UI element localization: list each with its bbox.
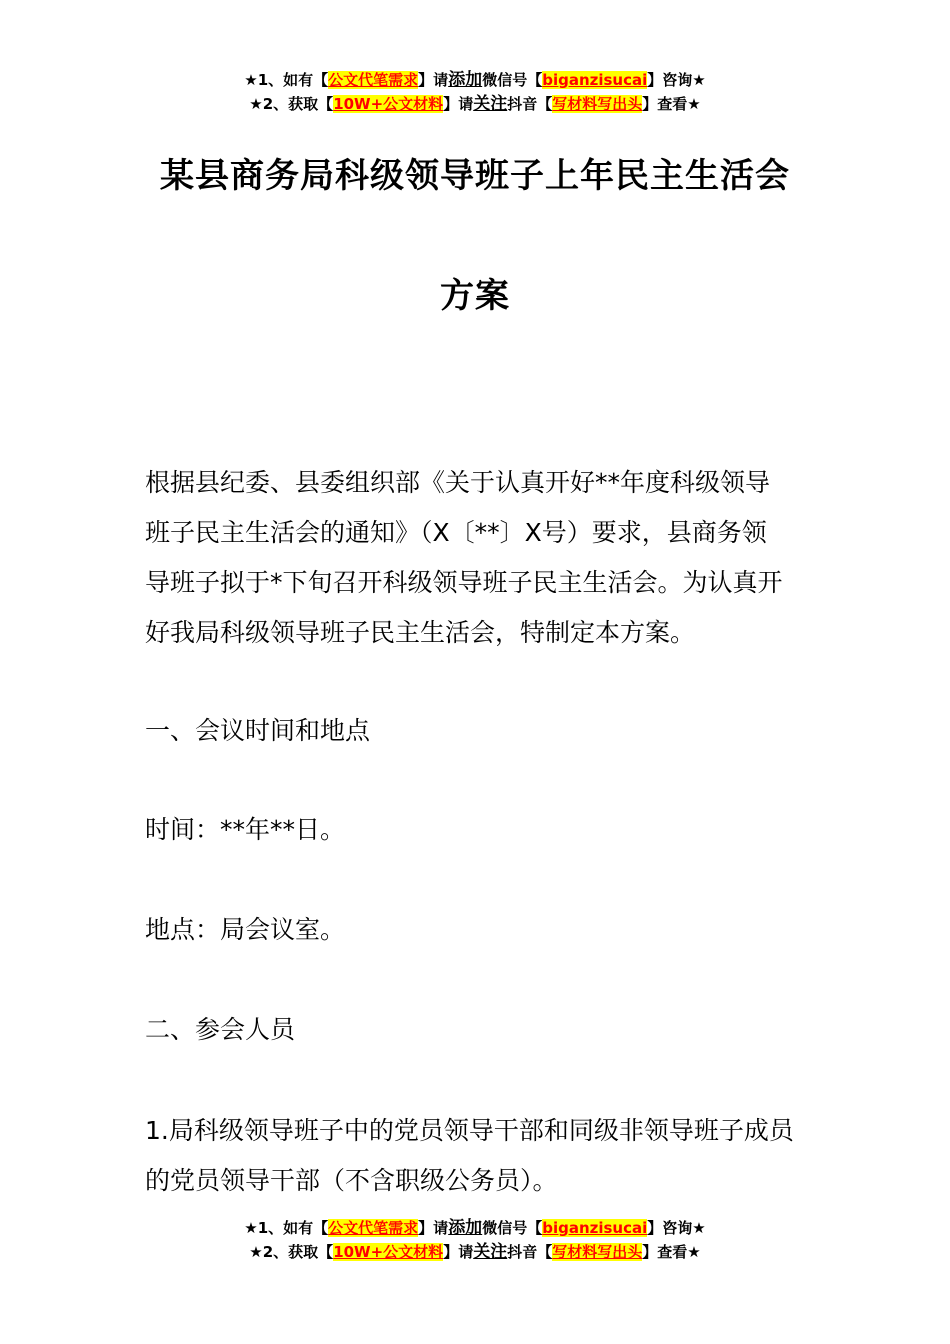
- highlight-materials: 10W+公文材料: [333, 1243, 444, 1261]
- meeting-time: 时间：**年**日。: [145, 815, 346, 844]
- attendees-item-1: 1.局科级领导班子中的党员领导干部和同级非领导班子成员 的党员领导干部（不含职级公务员）。: [145, 1116, 794, 1195]
- banner-line-1: ★1、如有【公文代笔需求】请添加微信号【biganzisucai】咨询★: [244, 1218, 706, 1238]
- banner-line-1: ★1、如有【公文代笔需求】请添加微信号【biganzisucai】咨询★: [244, 70, 706, 90]
- highlight-wechat-id: biganzisucai: [542, 71, 648, 89]
- highlight-service: 公文代笔需求: [328, 71, 419, 89]
- banner-line-2: ★2、获取【10W+公文材料】请关注抖音【写材料写出头】查看★: [249, 94, 701, 114]
- intro-paragraph: 根据县纪委、县委组织部《关于认真开好**年度科级领导 班子民主生活会的通知》（X〔**〕X号）要求，县商务领 导班子拟于*下旬召开科级领导班子民主生活会。为认真开 好我局科级领导班子民主生活会，特制定本方案。: [145, 468, 783, 647]
- section-heading-time-place: 一、会议时间和地点: [145, 716, 371, 745]
- document-title-line-1: 某县商务局科级领导班子上年民主生活会: [160, 156, 790, 196]
- bottom-banner: [0, 1216, 950, 1264]
- highlight-wechat-id: biganzisucai: [542, 1219, 648, 1237]
- meeting-place: 地点：局会议室。: [145, 915, 346, 944]
- section-heading-attendees: 二、参会人员: [145, 1015, 296, 1044]
- top-banner: [0, 68, 950, 116]
- highlight-service: 公文代笔需求: [328, 1219, 419, 1237]
- highlight-douyin: 写材料写出头: [552, 95, 643, 113]
- banner-line-2: ★2、获取【10W+公文材料】请关注抖音【写材料写出头】查看★: [249, 1242, 701, 1262]
- document-title-line-2: 方案: [440, 276, 510, 316]
- highlight-materials: 10W+公文材料: [333, 95, 444, 113]
- highlight-douyin: 写材料写出头: [552, 1243, 643, 1261]
